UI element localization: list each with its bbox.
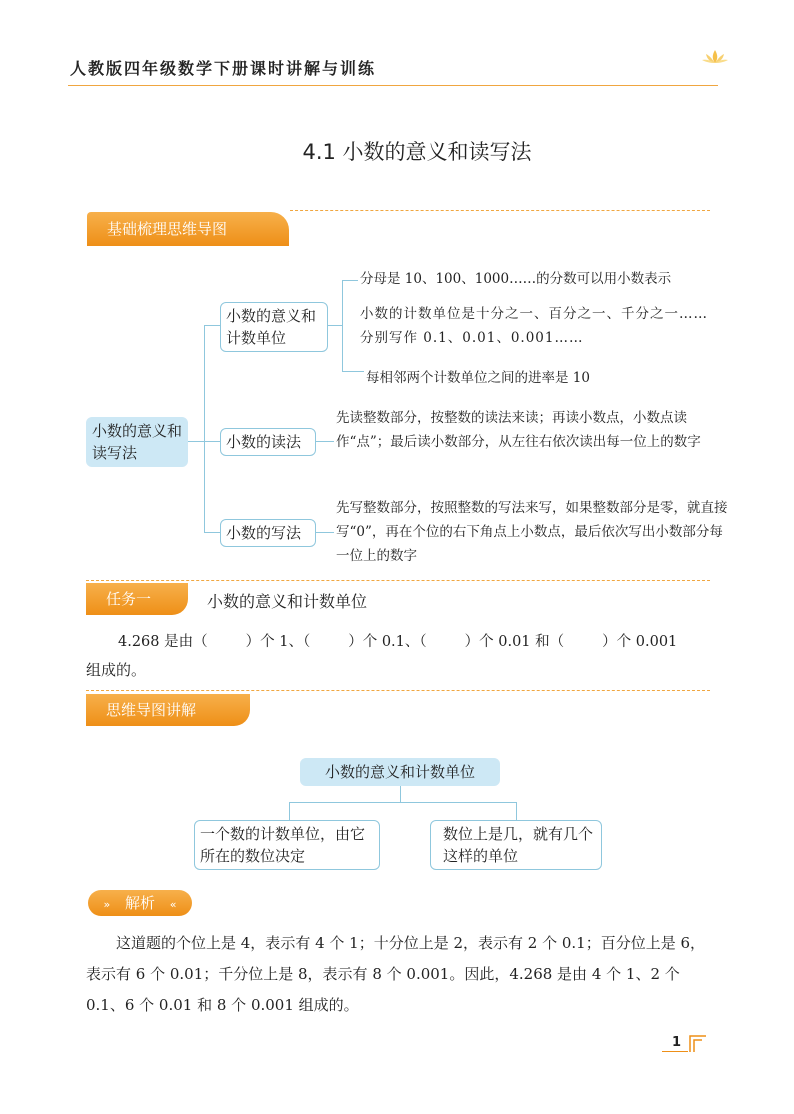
connector — [516, 802, 517, 820]
mindmap2-center: 小数的意义和计数单位 — [300, 758, 500, 786]
page-underline — [662, 1051, 688, 1052]
mindmap-branch-meaning: 小数的意义和计数单位 — [220, 302, 328, 352]
connector — [328, 325, 342, 326]
book-title: 人教版四年级数学下册课时讲解与训练 — [70, 59, 377, 78]
mindmap-leaf: 先读整数部分，按整数的读法来读；再读小数点，小数点读作“点”；最后读小数部分，从左往右依次读出每一位上的数字 — [336, 410, 701, 450]
dashed-divider — [290, 210, 710, 211]
mindmap-leaf: 小数的计数单位是十分之一、百分之一、千分之一……分别写作 0.1、0.01、0.001…… — [360, 306, 708, 346]
double-chevron-left-icon: « — [169, 898, 177, 911]
connector — [204, 325, 220, 326]
lotus-icon — [700, 48, 730, 66]
task-title: 小数的意义和计数单位 — [207, 592, 368, 611]
header-divider — [68, 85, 718, 86]
analysis-label: » 解析 « — [88, 890, 192, 916]
connector — [289, 802, 290, 820]
corner-ornament-icon — [688, 1034, 708, 1054]
mindmap2-left-box: 一个数的计数单位，由它所在的数位决定 — [194, 820, 380, 870]
connector — [342, 280, 343, 372]
dashed-divider — [86, 580, 710, 581]
mindmap-leaf: 先写整数部分，按照整数的写法来写，如果整数部分是零，就直接写“0”，再在个位的右下角点上小数点，最后依次写出小数部分每一位上的数字 — [336, 500, 728, 564]
task-tab: 任务一 — [86, 583, 188, 615]
connector — [204, 532, 220, 533]
page-number-box — [662, 1034, 710, 1054]
connector — [188, 441, 204, 442]
connector — [204, 441, 220, 442]
dashed-divider — [86, 690, 710, 691]
connector — [316, 532, 334, 533]
section-tab-explain: 思维导图讲解 — [86, 694, 250, 726]
question-line: 4.268 是由（ ）个 1、（ ）个 0.1、（ ）个 0.01 和（ ）个 0.001 — [118, 634, 678, 650]
section-tab-label: 基础梳理思维导图 — [107, 220, 228, 238]
connector — [342, 371, 364, 372]
question-end: 组成的。 — [86, 661, 147, 679]
mindmap-leaf: 每相邻两个计数单位之间的进率是 10 — [366, 370, 590, 386]
connector — [316, 441, 334, 442]
page-number: 1 — [672, 1035, 682, 1050]
connector — [204, 325, 205, 533]
section-tab-mindmap — [87, 212, 289, 246]
connector — [400, 786, 401, 802]
mindmap-leaf: 分母是 10、100、1000……的分数可以用小数表示 — [360, 271, 672, 287]
mindmap-branch-reading: 小数的读法 — [220, 428, 316, 456]
page-title: 4.1 小数的意义和读写法 — [302, 140, 532, 164]
analysis-text: 这道题的个位上是 4，表示有 4 个 1；十分位上是 2，表示有 2 个 0.1；百分位上是 6，表示有 6 个 0.01；千分位上是 8，表示有 8 个 0.001。因此，4.268 是由 4 个 1、2 个 0.1、6 个 0.01 和 8 个 0.001 组成的。 — [86, 934, 706, 1014]
connector — [342, 280, 358, 281]
mindmap-branch-writing: 小数的写法 — [220, 519, 316, 547]
mindmap2-right-box: 数位上是几，就有几个这样的单位 — [430, 820, 602, 870]
mindmap-root: 小数的意义和读写法 — [86, 417, 188, 467]
double-chevron-right-icon: » — [103, 898, 111, 911]
connector — [289, 802, 517, 803]
